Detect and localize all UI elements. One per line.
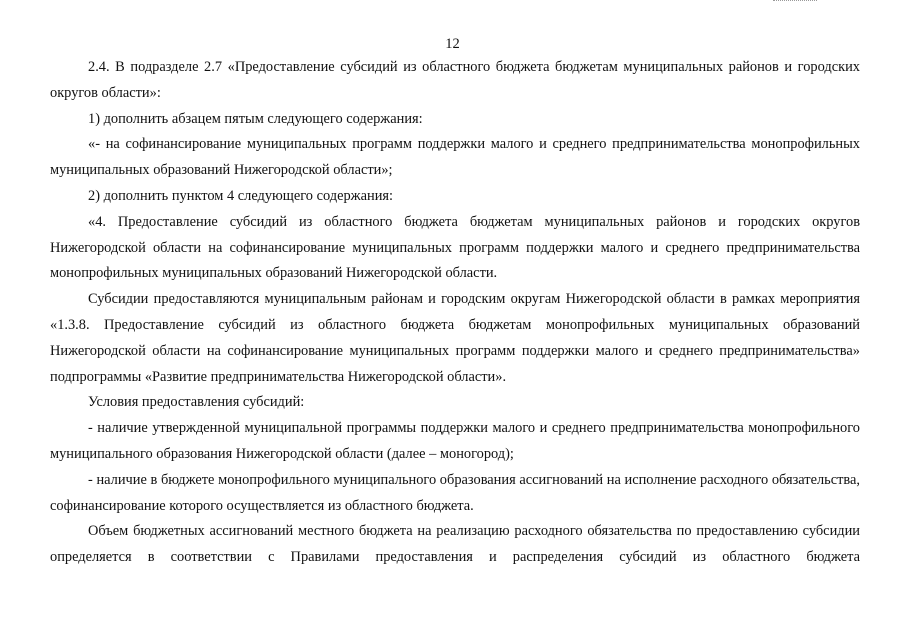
paragraph-subsidies-provided: Субсидии предоставляются муниципальным районам и городским округам Нижегородской области в рамках мероприятия «1.3.8. Предоставление субсидий из областного бюджета бюджетам монопрофильных муниципальных образований Нижегородской области на софинансирование муниципальных программ поддержки малого и среднего предпринимательства» подпрограммы «Развитие предпринимательства Нижегородской области». [50,291,860,385]
paragraph-quote-subsidy-purpose: «- на софинансирование муниципальных программ поддержки малого и среднего предпринимательства монопрофильных муниципальных образований Нижегородской области»; [50,136,860,179]
page-number: 12 [445,36,460,52]
scan-edge-mark [773,0,817,4]
paragraph-condition-budget: - наличие в бюджете монопрофильного муниципального образования ассигнований на исполнение расходного обязательства, софинансирование которого осуществляется из областного бюджета. [50,471,860,514]
paragraph-budget-volume: Объем бюджетных ассигнований местного бюджета на реализацию расходного обязательства по предоставлению субсидии определяется в соответствии с Правилами предоставления и распределения субсидий из областного бюджета [50,523,860,566]
paragraph-condition-program: - наличие утвержденной муниципальной программы поддержки малого и среднего предпринимательства монопрофильного муниципального образования Нижегородской области (далее – моногород); [50,420,860,462]
document-body [50,55,860,571]
paragraph-conditions-heading: Условия предоставления субсидий: [88,394,305,411]
paragraph-item-2: 2) дополнить пунктом 4 следующего содержания: [88,187,394,204]
paragraph-item-1: 1) дополнить абзацем пятым следующего содержания: [88,110,423,127]
paragraph-point-4: «4. Предоставление субсидий из областного бюджета бюджетам муниципальных районов и городских округов Нижегородской области на софинансирование муниципальных программ поддержки малого и среднего предпринимательства монопрофильных муниципальных образований Нижегородской области. [50,213,860,282]
paragraph-section-2-4: 2.4. В подразделе 2.7 «Предоставление субсидий из областного бюджета бюджетам муниципальных районов и городских округов области»: [50,59,860,101]
